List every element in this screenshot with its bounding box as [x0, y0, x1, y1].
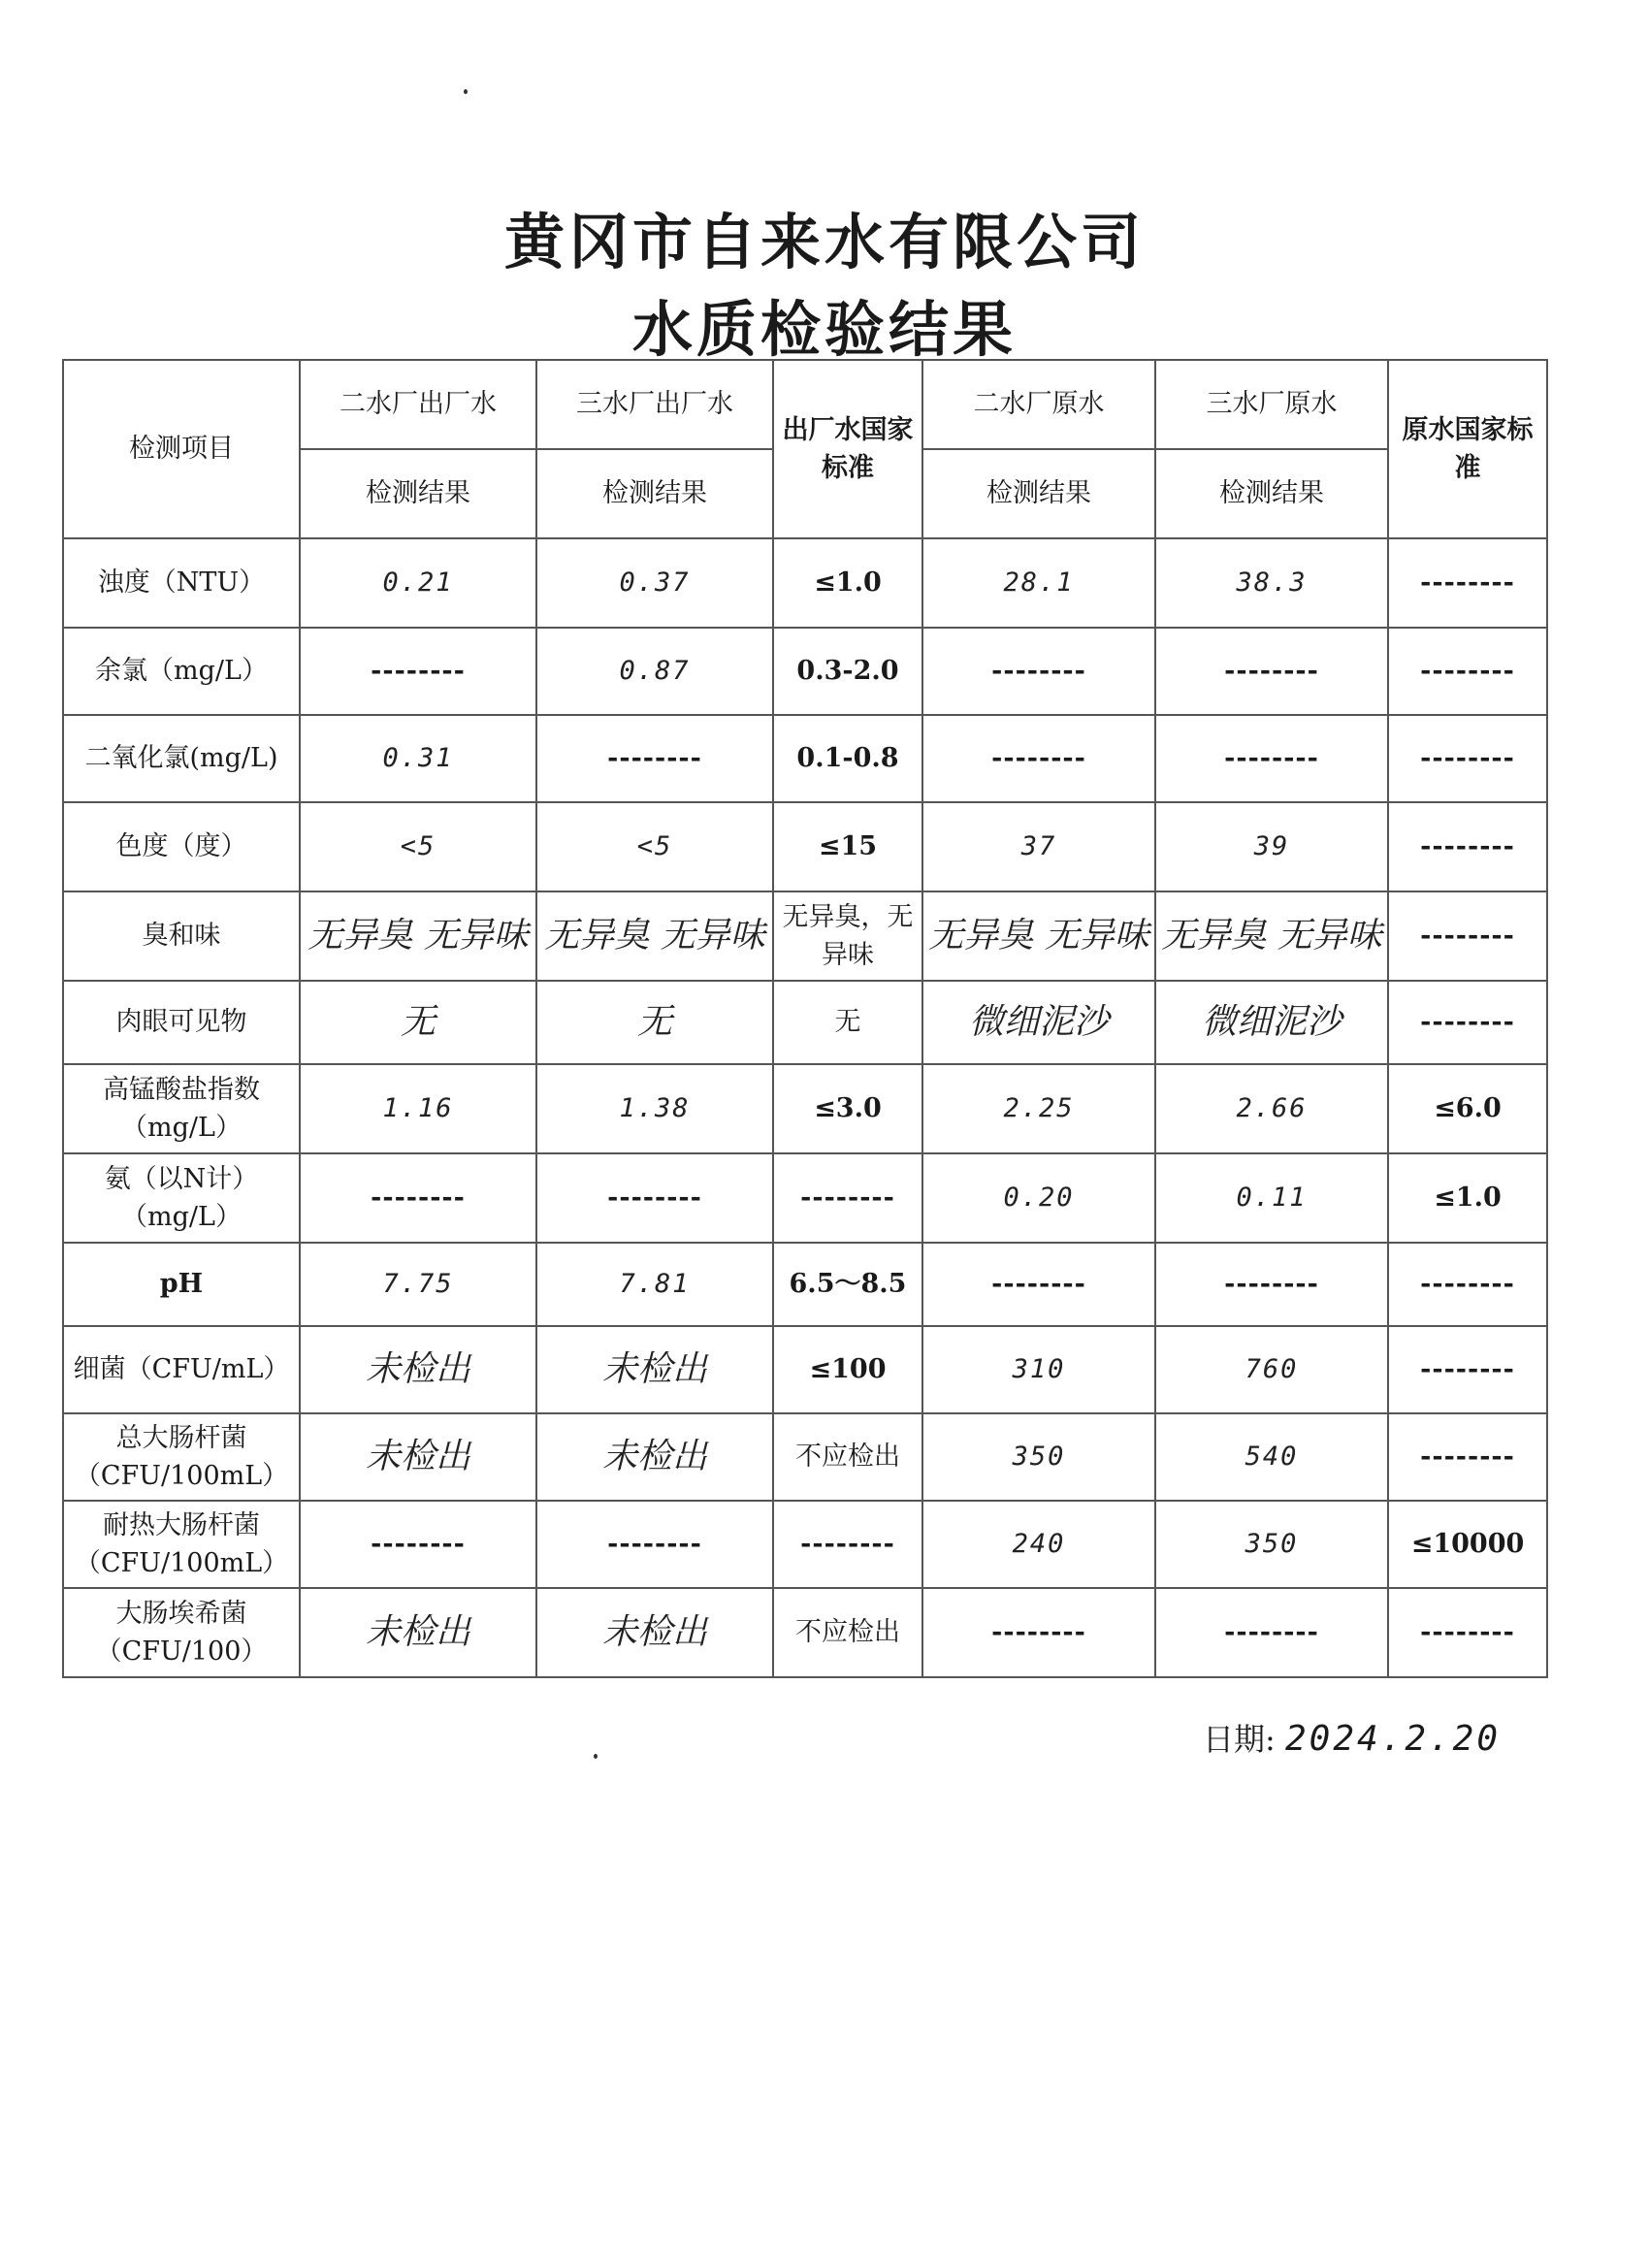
row-value: -------- [300, 1501, 536, 1588]
row-value: 2.66 [1155, 1064, 1388, 1153]
row-value: 微细泥沙 [922, 981, 1155, 1064]
row-standard: 无异臭，无异味 [773, 891, 922, 981]
table-row [63, 891, 1547, 981]
row-standard: ≤100 [773, 1326, 922, 1413]
header-plant3-out: 三水厂出厂水 [536, 360, 773, 449]
row-value: 0.37 [536, 538, 773, 628]
row-raw-standard: -------- [1388, 981, 1547, 1064]
row-standard: ≤3.0 [773, 1064, 922, 1153]
row-raw-standard: -------- [1388, 802, 1547, 891]
header-plant3-raw: 三水厂原水 [1155, 360, 1388, 449]
row-value: 28.1 [922, 538, 1155, 628]
row-item: 氨（以N计）（mg/L） [63, 1153, 300, 1243]
company-title: 黄冈市自来水有限公司 [503, 207, 1145, 277]
row-value: -------- [1155, 715, 1388, 802]
table-row [63, 1153, 1547, 1243]
table-row [63, 1588, 1547, 1677]
header-plant2-raw: 二水厂原水 [922, 360, 1155, 449]
row-value: -------- [536, 1501, 773, 1588]
row-value: 无 [536, 981, 773, 1064]
table-row [63, 1326, 1547, 1413]
row-value: -------- [922, 628, 1155, 715]
row-value: 无异臭 无异味 [536, 891, 773, 981]
table-row [63, 715, 1547, 802]
row-standard: -------- [773, 1153, 922, 1243]
row-raw-standard: -------- [1388, 1326, 1547, 1413]
header-plant2-out: 二水厂出厂水 [300, 360, 536, 449]
report-date [1203, 1715, 1501, 1760]
row-value: 0.20 [922, 1153, 1155, 1243]
row-item: 大肠埃希菌（CFU/100） [63, 1588, 300, 1677]
row-value: -------- [922, 715, 1155, 802]
table-row [63, 628, 1547, 715]
scan-speck [464, 89, 468, 94]
row-value: 1.38 [536, 1064, 773, 1153]
row-value: <5 [536, 802, 773, 891]
row-value: 微细泥沙 [1155, 981, 1388, 1064]
row-value: 38.3 [1155, 538, 1388, 628]
row-raw-standard: -------- [1388, 1243, 1547, 1326]
row-value: 无异臭 无异味 [922, 891, 1155, 981]
row-raw-standard: -------- [1388, 538, 1547, 628]
row-raw-standard: -------- [1388, 891, 1547, 981]
table-row [63, 538, 1547, 628]
header-result: 检测结果 [300, 449, 536, 538]
row-value: 310 [922, 1326, 1155, 1413]
row-standard: 不应检出 [773, 1413, 922, 1501]
header-item: 检测项目 [63, 360, 300, 538]
table-row [63, 1243, 1547, 1326]
row-raw-standard: ≤6.0 [1388, 1064, 1547, 1153]
row-item: 总大肠杆菌（CFU/100mL） [63, 1413, 300, 1501]
row-value: 2.25 [922, 1064, 1155, 1153]
row-value: -------- [1155, 1243, 1388, 1326]
table-row [63, 1413, 1547, 1501]
row-value: 未检出 [300, 1326, 536, 1413]
header-result: 检测结果 [922, 449, 1155, 538]
row-value: -------- [1155, 1588, 1388, 1677]
row-value: 0.21 [300, 538, 536, 628]
row-value: 0.11 [1155, 1153, 1388, 1243]
row-value: 1.16 [300, 1064, 536, 1153]
row-raw-standard: -------- [1388, 715, 1547, 802]
row-value: 未检出 [300, 1588, 536, 1677]
row-raw-standard: -------- [1388, 1413, 1547, 1501]
row-value: 350 [922, 1413, 1155, 1501]
row-item: 耐热大肠杆菌（CFU/100mL） [63, 1501, 300, 1588]
row-raw-standard: -------- [1388, 1588, 1547, 1677]
row-value: 未检出 [536, 1326, 773, 1413]
header-out-standard: 出厂水国家标准 [773, 360, 922, 538]
row-value: 无异臭 无异味 [1155, 891, 1388, 981]
row-value: 350 [1155, 1501, 1388, 1588]
row-item: 色度（度） [63, 802, 300, 891]
row-standard: 0.1-0.8 [773, 715, 922, 802]
header-raw-standard: 原水国家标准 [1388, 360, 1547, 538]
row-raw-standard: -------- [1388, 628, 1547, 715]
row-value: -------- [536, 1153, 773, 1243]
header-result: 检测结果 [1155, 449, 1388, 538]
row-value: -------- [922, 1243, 1155, 1326]
scan-speck [594, 1754, 598, 1759]
header-result: 检测结果 [536, 449, 773, 538]
row-standard: 不应检出 [773, 1588, 922, 1677]
row-value: 37 [922, 802, 1155, 891]
row-item: 肉眼可见物 [63, 981, 300, 1064]
row-value: -------- [1155, 628, 1388, 715]
row-standard: 0.3-2.0 [773, 628, 922, 715]
row-value: -------- [300, 628, 536, 715]
row-standard: ≤15 [773, 802, 922, 891]
row-item: 余氯（mg/L） [63, 628, 300, 715]
row-value: 7.81 [536, 1243, 773, 1326]
report-title: 水质检验结果 [631, 294, 1017, 365]
row-value: 540 [1155, 1413, 1388, 1501]
row-standard: -------- [773, 1501, 922, 1588]
row-value: -------- [922, 1588, 1155, 1677]
row-item: 浊度（NTU） [63, 538, 300, 628]
row-value: 7.75 [300, 1243, 536, 1326]
row-value: 0.31 [300, 715, 536, 802]
row-value: 0.87 [536, 628, 773, 715]
row-item: pH [63, 1243, 300, 1326]
row-value: 760 [1155, 1326, 1388, 1413]
row-value: -------- [300, 1153, 536, 1243]
date-label: 日期: [1203, 1721, 1276, 1758]
row-item: 二氧化氯(mg/L) [63, 715, 300, 802]
row-raw-standard: ≤10000 [1388, 1501, 1547, 1588]
row-item: 臭和味 [63, 891, 300, 981]
row-raw-standard: ≤1.0 [1388, 1153, 1547, 1243]
row-value: 240 [922, 1501, 1155, 1588]
row-value: 未检出 [536, 1588, 773, 1677]
row-item: 细菌（CFU/mL） [63, 1326, 300, 1413]
row-value: 未检出 [536, 1413, 773, 1501]
table-row [63, 802, 1547, 891]
row-value: <5 [300, 802, 536, 891]
row-value: 未检出 [300, 1413, 536, 1501]
row-value: -------- [536, 715, 773, 802]
row-value: 39 [1155, 802, 1388, 891]
row-standard: ≤1.0 [773, 538, 922, 628]
table-row [63, 1064, 1547, 1153]
row-value: 无异臭 无异味 [300, 891, 536, 981]
row-standard: 无 [773, 981, 922, 1064]
table-row [63, 1501, 1547, 1588]
row-value: 无 [300, 981, 536, 1064]
date-value: 2024.2.20 [1284, 1719, 1502, 1759]
results-table [62, 359, 1548, 1678]
table-row [63, 981, 1547, 1064]
row-item: 高锰酸盐指数（mg/L） [63, 1064, 300, 1153]
row-standard: 6.5～8.5 [773, 1243, 922, 1326]
